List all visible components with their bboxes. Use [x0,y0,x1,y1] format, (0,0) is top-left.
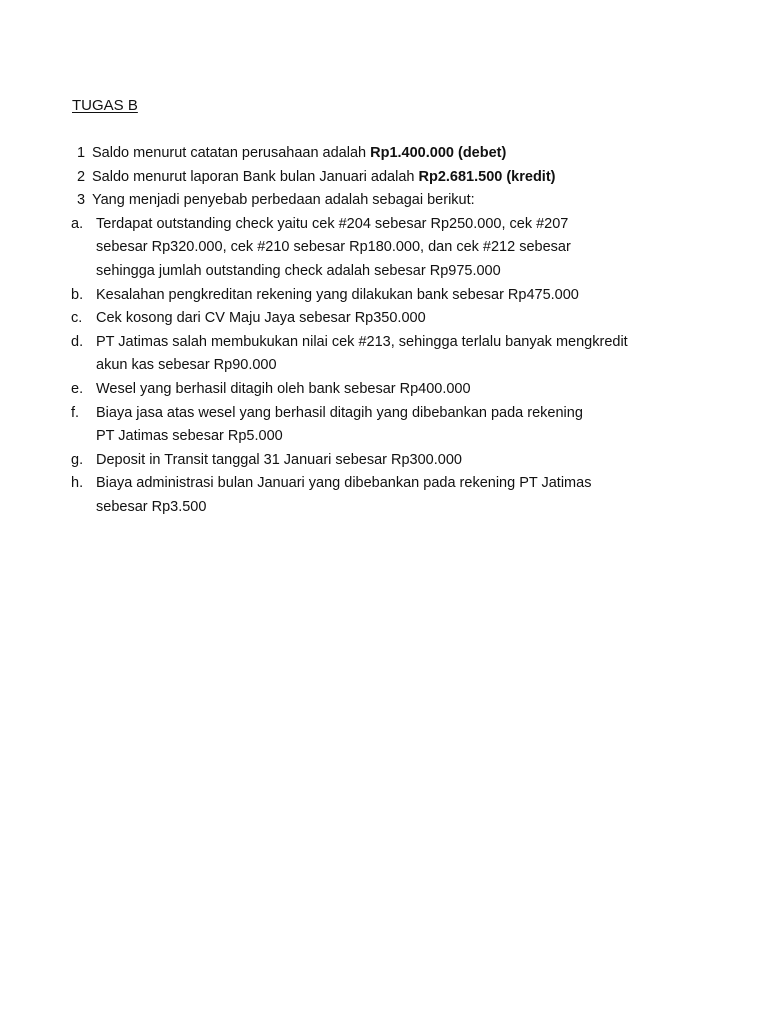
document-title: TUGAS B [72,97,138,114]
sublist-line: Biaya administrasi bulan Januari yang dibebankan pada rekening PT Jatimas [96,475,592,492]
list-item-1 [72,142,712,166]
sublist-item-f [52,402,712,449]
sublist-item-h [52,472,712,519]
sublist-letter: e. [71,380,84,397]
list-item-3 [72,189,712,213]
sublist-line: sebesar Rp320.000, cek #210 sebesar Rp180.000, dan cek #212 sebesar [96,239,571,256]
sublist-line: sebesar Rp3.500 [96,498,207,515]
sublist-letter: g. [71,451,84,468]
sublist-line: Cek kosong dari CV Maju Jaya sebesar Rp350.000 [96,310,426,327]
list-number: 3 [77,192,86,209]
sublist-item-c [52,307,712,331]
list-item-text: Saldo menurut catatan perusahaan adalah [92,145,371,161]
list-number: 1 [77,145,86,161]
sublist-line: Kesalahan pengkreditan rekening yang dilakukan bank sebesar Rp475.000 [96,286,579,303]
sublist-item-a [52,213,712,284]
numbered-list [72,142,712,520]
sublist-line: PT Jatimas salah membukukan nilai cek #213, sehingga terlalu banyak mengkredit [96,333,628,350]
sublist-line: Biaya jasa atas wesel yang berhasil ditagih yang dibebankan pada rekening [96,404,583,421]
sublist-item-d [52,331,712,378]
sublist-letter: b. [71,286,84,303]
sublist-line: akun kas sebesar Rp90.000 [96,357,277,374]
sublist-line: PT Jatimas sebesar Rp5.000 [96,428,283,445]
sublist-letter: h. [71,475,84,492]
list-number: 2 [77,168,86,185]
sublist-line: Deposit in Transit tanggal 31 Januari sebesar Rp300.000 [96,451,462,468]
sublist-line: sehingga jumlah outstanding check adalah sebesar Rp975.000 [96,262,501,279]
sublist-item-g [52,449,712,473]
list-item-text: Saldo menurut laporan Bank bulan Januari adalah [92,168,419,185]
sublist-letter: d. [71,333,84,350]
list-item-text: Yang menjadi penyebab perbedaan adalah sebagai berikut: [92,192,475,209]
sublist-line: Terdapat outstanding check yaitu cek #204 sebesar Rp250.000, cek #207 [96,215,569,232]
sublist-item-e [52,378,712,402]
sublist-letter: f. [71,404,80,421]
sublist-letter: c. [71,310,83,327]
sublist-letter: a. [71,215,84,232]
list-item-bold-amount: Rp1.400.000 (debet) [370,145,507,161]
sublist-item-b [52,284,712,308]
sublist-line: Wesel yang berhasil ditagih oleh bank sebesar Rp400.000 [96,380,471,397]
list-item-bold-amount: Rp2.681.500 (kredit) [418,168,556,185]
list-item-2 [72,166,712,190]
lettered-sublist [72,213,712,520]
